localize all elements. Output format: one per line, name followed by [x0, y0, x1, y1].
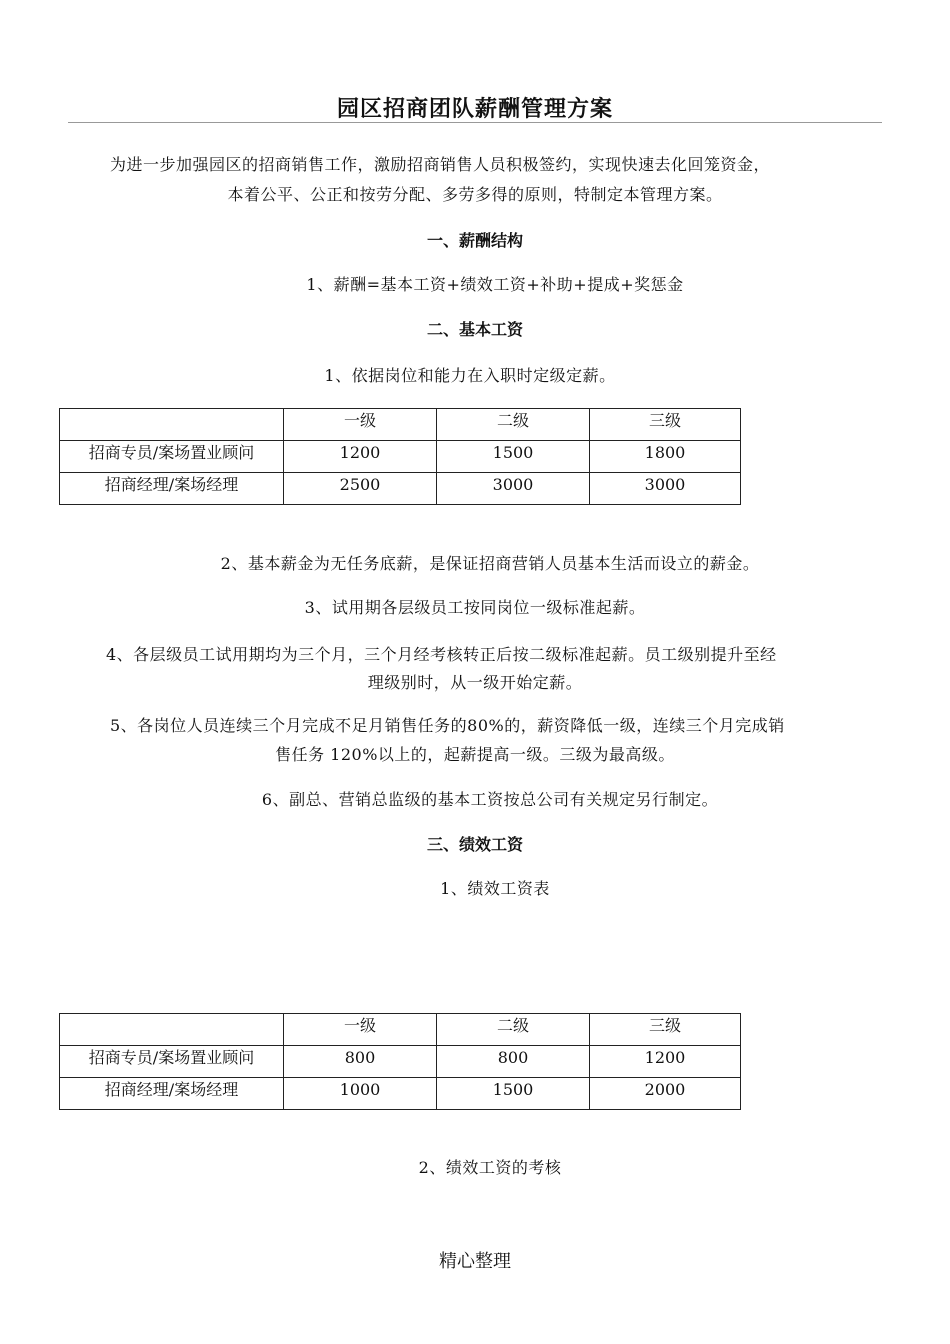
- section-2-heading: 二、基本工资: [426, 320, 523, 339]
- table-header-cell: 一级: [284, 1014, 437, 1046]
- table-row: [60, 441, 741, 473]
- section-2-item-6: 6、副总、营销总监级的基本工资按总公司有关规定另行制定。: [261, 790, 719, 809]
- table-header-row: [60, 409, 741, 441]
- table-cell: 1200: [284, 441, 437, 473]
- title-divider: [68, 122, 882, 123]
- table-cell: 1800: [590, 441, 741, 473]
- table-header-cell: 三级: [590, 409, 741, 441]
- section-3-item-2: 2、绩效工资的考核: [418, 1158, 562, 1177]
- intro-line-1: 为进一步加强园区的招商销售工作，激励招商销售人员积极签约，实现快速去化回笼资金，: [110, 155, 771, 174]
- section-2-item-5-line-1: 5、各岗位人员连续三个月完成不足月销售任务的80%的，薪资降低一级，连续三个月完成销: [110, 716, 785, 735]
- section-3-heading: 三、绩效工资: [426, 835, 523, 854]
- section-2-item-5-line-2: 售任务 120%以上的，起薪提高一级。三级为最高级。: [275, 745, 675, 764]
- table-header-cell: 一级: [284, 409, 437, 441]
- table-cell: 1500: [437, 1078, 590, 1110]
- table-cell: 800: [284, 1046, 437, 1078]
- table-cell: 招商专员/案场置业顾问: [60, 441, 284, 473]
- table-cell: 2500: [284, 473, 437, 505]
- table-cell: 招商经理/案场经理: [60, 473, 284, 505]
- section-2-item-4-line-2: 理级别时，从一级开始定薪。: [367, 673, 583, 692]
- section-1-item-1: 1、薪酬=基本工资+绩效工资+补助+提成+奖惩金: [306, 275, 684, 294]
- table-cell: 1000: [284, 1078, 437, 1110]
- table-cell: 3000: [590, 473, 741, 505]
- table-cell: 3000: [437, 473, 590, 505]
- table-cell: 招商专员/案场置业顾问: [60, 1046, 284, 1078]
- table-row: [60, 473, 741, 505]
- table-cell: 1200: [590, 1046, 741, 1078]
- table-header-row: [60, 1014, 741, 1046]
- base-salary-table: [59, 408, 741, 505]
- section-2-item-3: 3、试用期各层级员工按同岗位一级标准起薪。: [304, 598, 646, 617]
- section-2-item-1: 1、依据岗位和能力在入职时定级定薪。: [324, 366, 616, 385]
- table-header-cell: 三级: [590, 1014, 741, 1046]
- table-cell: 800: [437, 1046, 590, 1078]
- document-title: 园区招商团队薪酬管理方案: [336, 97, 613, 122]
- table-row: [60, 1078, 741, 1110]
- section-3-item-1: 1、绩效工资表: [440, 879, 550, 898]
- table-cell: 2000: [590, 1078, 741, 1110]
- section-2-item-4-line-1: 4、各层级员工试用期均为三个月，三个月经考核转正后按二级标准起薪。员工级别提升至经: [106, 645, 777, 664]
- section-1-heading: 一、薪酬结构: [426, 231, 523, 250]
- table-cell: 1500: [437, 441, 590, 473]
- performance-salary-table: [59, 1013, 741, 1110]
- table-header-cell: [60, 1014, 284, 1046]
- table-cell: 招商经理/案场经理: [60, 1078, 284, 1110]
- table-row: [60, 1046, 741, 1078]
- intro-line-2: 本着公平、公正和按劳分配、多劳多得的原则，特制定本管理方案。: [227, 185, 723, 204]
- page-footer: 精心整理: [439, 1251, 511, 1272]
- table-header-cell: 二级: [437, 1014, 590, 1046]
- table-header-cell: [60, 409, 284, 441]
- table-header-cell: 二级: [437, 409, 590, 441]
- section-2-item-2: 2、基本薪金为无任务底薪，是保证招商营销人员基本生活而设立的薪金。: [220, 554, 760, 573]
